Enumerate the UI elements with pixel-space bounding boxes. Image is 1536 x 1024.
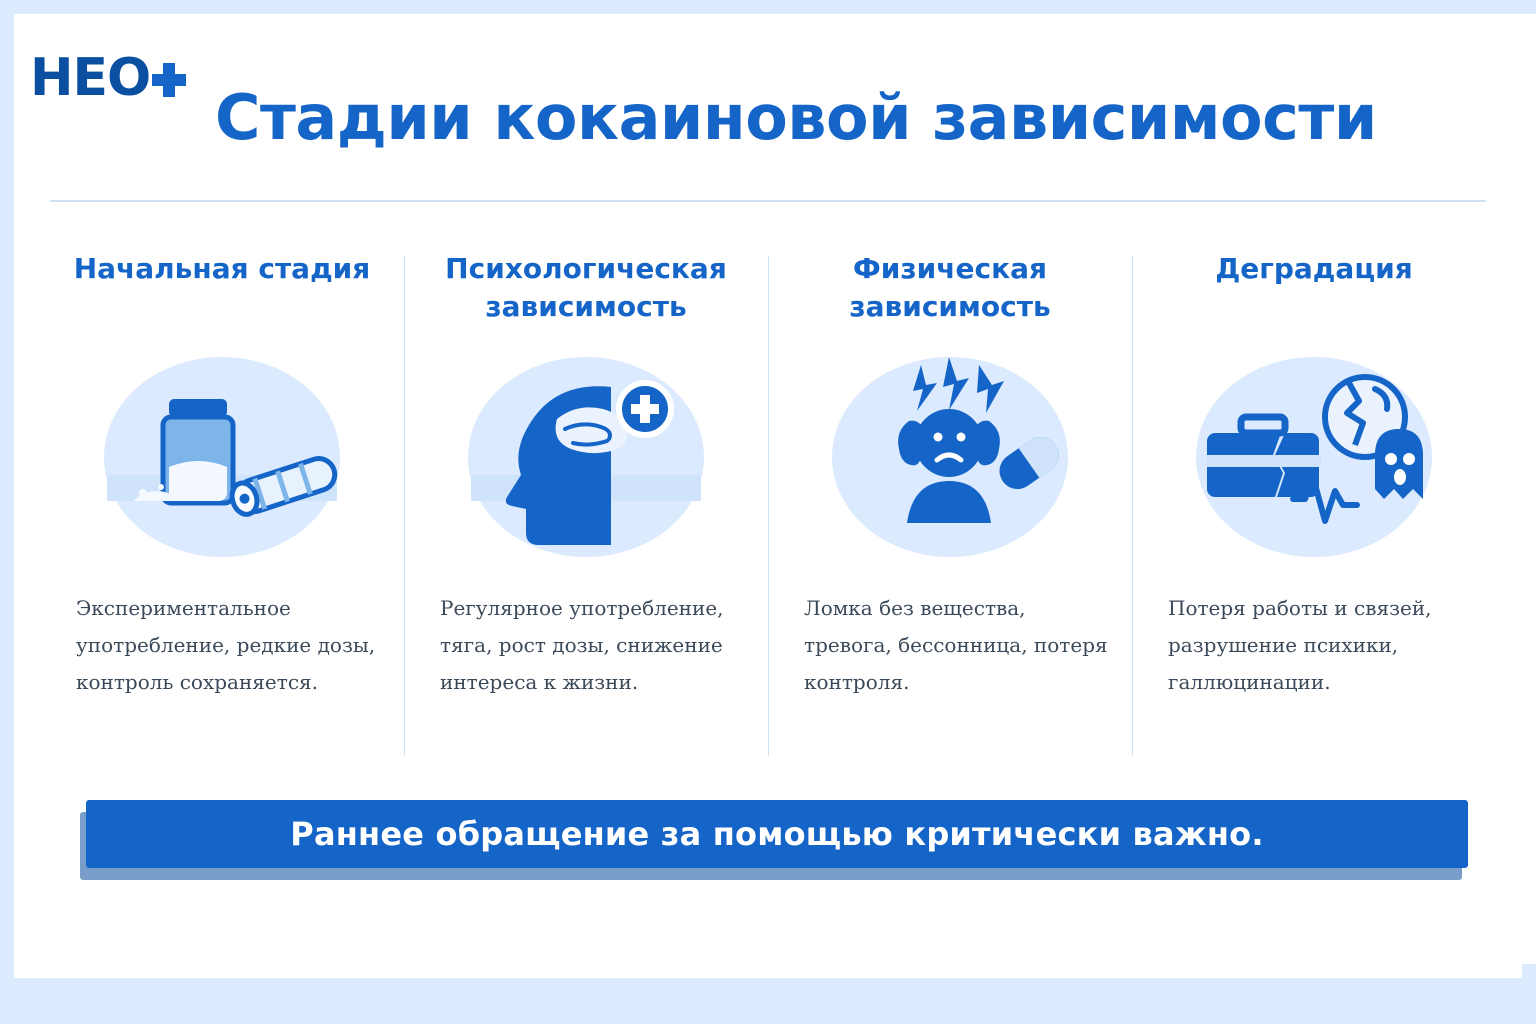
frame-edge-bottom-inner [14, 964, 1522, 978]
head-brain-with-plus-badge-icon [461, 347, 711, 567]
stage-card-1 [40, 250, 404, 701]
stage-card-4 [1132, 250, 1496, 701]
stage-icon-wrapper [1156, 342, 1472, 572]
stage-title: Деградация [1215, 252, 1413, 285]
stage-card-3 [768, 250, 1132, 701]
call-to-action-banner [86, 800, 1468, 868]
stage-icon-wrapper [792, 342, 1108, 572]
frame-edge-left [0, 0, 14, 1024]
broken-briefcase-broken-head-ghost-icon [1189, 347, 1439, 567]
title-divider [50, 200, 1486, 202]
person-headache-with-pill-icon [825, 347, 1075, 567]
stages-row [40, 250, 1496, 701]
stage-icon-wrapper [64, 342, 380, 572]
stage-title: Психологическая зависимость [445, 252, 727, 323]
banner-text: Раннее обращение за помощью критически важно. [290, 815, 1264, 853]
pill-bottle-and-rolled-note-icon [97, 347, 347, 567]
brand-name: HEO [30, 48, 151, 108]
page-title: Стадии кокаиновой зависимости [215, 81, 1377, 154]
brand-logo [30, 48, 186, 108]
frame-edge-top [0, 0, 1536, 14]
stage-card-2 [404, 250, 768, 701]
stage-description: Ломка без вещества, тревога, бессонница, потеря контроля. [804, 596, 1108, 694]
stage-title: Начальная стадия [73, 252, 371, 285]
plus-icon [152, 63, 186, 97]
stage-title: Физическая зависимость [849, 252, 1051, 323]
stage-description: Регулярное употребление, тяга, рост дозы, снижение интереса к жизни. [440, 596, 724, 694]
stage-description: Экспериментальное употребление, редкие дозы, контроль сохраняется. [76, 596, 376, 694]
stage-icon-wrapper [428, 342, 744, 572]
stage-description: Потеря работы и связей, разрушение психики, галлюцинации. [1168, 596, 1432, 694]
